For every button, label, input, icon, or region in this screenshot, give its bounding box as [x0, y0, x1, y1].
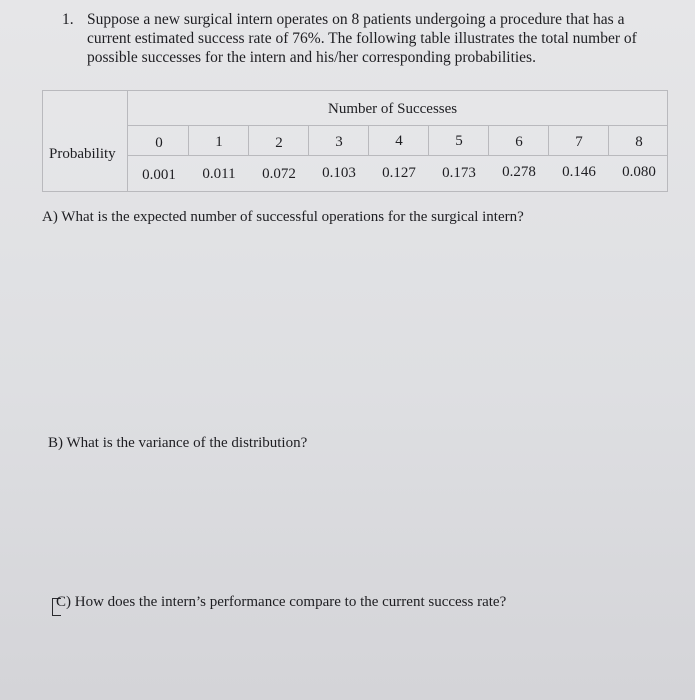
- probability-value: 0.103: [322, 165, 356, 181]
- probability-value: 0.072: [262, 166, 296, 182]
- probability-value: 0.278: [502, 164, 536, 180]
- question-text: [87, 10, 672, 67]
- row-label-probability: Probability: [49, 146, 116, 162]
- subquestion-c: C) How does the intern’s performance compare to the current success rate?: [56, 594, 507, 610]
- success-count: 4: [395, 133, 403, 149]
- success-count: 0: [155, 135, 163, 151]
- success-count: 8: [635, 134, 643, 150]
- column-header-successes: Number of Successes: [328, 101, 458, 117]
- success-count: 6: [515, 134, 523, 150]
- subquestion-b: B) What is the variance of the distribution?: [48, 435, 308, 451]
- question-line: possible successes for the intern and his/her corresponding probabilities.: [87, 49, 536, 66]
- success-count: 1: [215, 134, 223, 150]
- question-1: [62, 10, 672, 67]
- success-count: 7: [575, 134, 583, 150]
- probability-value: 0.001: [142, 167, 176, 183]
- question-line: current estimated success rate of 76%. The following table illustrates the total number of: [87, 30, 637, 47]
- success-count: 2: [275, 135, 283, 151]
- probability-table: [42, 90, 668, 192]
- probability-value: 0.127: [382, 165, 416, 181]
- probability-value: 0.173: [442, 165, 476, 181]
- success-count: 5: [455, 133, 463, 149]
- success-count: 3: [335, 134, 343, 150]
- subquestion-a: A) What is the expected number of successful operations for the surgical intern?: [42, 209, 524, 225]
- question-line: Suppose a new surgical intern operates on 8 patients undergoing a procedure that has a: [87, 11, 625, 28]
- probability-value: 0.011: [202, 166, 236, 182]
- probability-value: 0.080: [622, 164, 656, 180]
- question-number: 1.: [62, 11, 74, 28]
- probability-value: 0.146: [562, 164, 596, 180]
